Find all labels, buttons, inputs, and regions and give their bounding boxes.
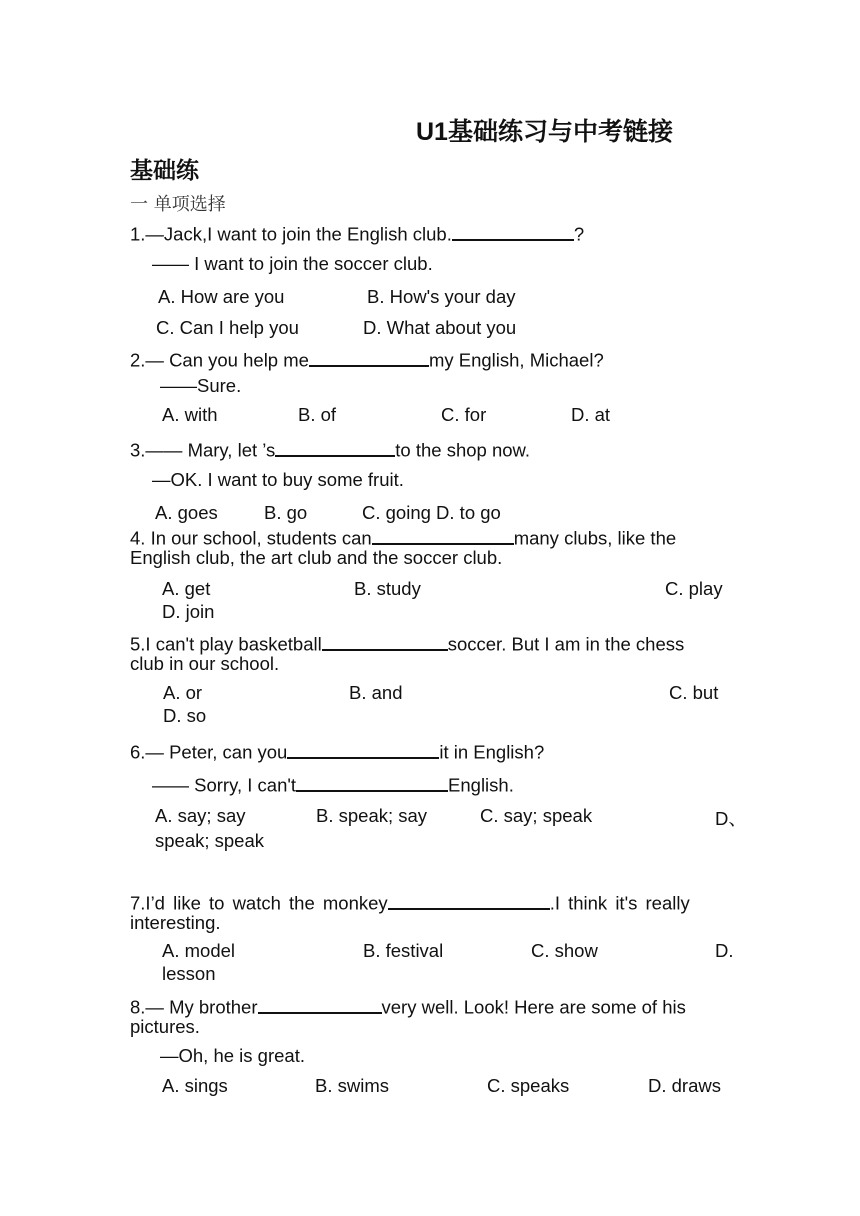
question-2-reply: ——Sure. bbox=[160, 375, 242, 396]
question-1 bbox=[130, 220, 584, 246]
subsection-heading: 一 单项选择 bbox=[130, 194, 226, 215]
answer-blank bbox=[452, 220, 574, 241]
question-8 bbox=[130, 993, 686, 1019]
option-b: B. of bbox=[298, 404, 337, 425]
option-c-d: C. going D. to go bbox=[362, 502, 501, 523]
question-5-line2: club in our school. bbox=[130, 653, 280, 674]
question-text: many clubs, like the bbox=[513, 527, 677, 549]
answer-blank bbox=[388, 889, 550, 910]
option-d: D. draws bbox=[648, 1075, 721, 1096]
question-text: 6.— Peter, can you bbox=[130, 741, 288, 763]
question-text: soccer. But I am in the chess bbox=[447, 633, 685, 655]
option-c: C. show bbox=[531, 940, 598, 961]
option-c: C. for bbox=[441, 404, 487, 425]
option-d: D. What about you bbox=[363, 317, 517, 338]
option-d: D. bbox=[715, 940, 734, 961]
answer-blank bbox=[372, 524, 514, 545]
question-8-line2: pictures. bbox=[130, 1016, 200, 1037]
option-d: D. join bbox=[162, 601, 215, 622]
option-b: B. and bbox=[349, 682, 403, 703]
option-b: B. go bbox=[264, 502, 308, 523]
reply-text: —— Sorry, I can't bbox=[152, 774, 297, 796]
page-title: U1基础练习与中考链接 bbox=[416, 118, 673, 146]
reply-text: English. bbox=[448, 774, 514, 796]
option-c: C. play bbox=[665, 578, 723, 599]
question-4 bbox=[130, 524, 676, 550]
question-6 bbox=[130, 738, 544, 764]
answer-blank bbox=[309, 346, 429, 367]
option-c: C. say; speak bbox=[480, 805, 593, 826]
option-a: A. with bbox=[162, 404, 218, 425]
option-d-text: speak; speak bbox=[155, 830, 265, 851]
question-6-reply bbox=[152, 771, 514, 797]
question-3-reply: —OK. I want to buy some fruit. bbox=[152, 469, 404, 490]
question-5 bbox=[130, 630, 684, 656]
question-text: .I think it's really bbox=[549, 892, 690, 914]
option-a: A. sings bbox=[162, 1075, 228, 1096]
question-text: 2.— Can you help me bbox=[130, 349, 309, 371]
option-a: A. get bbox=[162, 578, 211, 599]
option-d-text: lesson bbox=[162, 963, 216, 984]
question-text: ? bbox=[573, 223, 585, 245]
question-text: very well. Look! Here are some of his bbox=[381, 996, 686, 1018]
answer-blank bbox=[258, 993, 382, 1014]
option-a: A. How are you bbox=[158, 286, 285, 307]
question-text: 1.—Jack,I want to join the English club. bbox=[130, 223, 452, 245]
question-text: 7.I’d like to watch the monkey bbox=[130, 892, 388, 914]
question-text: it in English? bbox=[439, 741, 545, 763]
option-c: C. but bbox=[669, 682, 719, 703]
answer-blank bbox=[322, 630, 448, 651]
answer-blank bbox=[275, 436, 395, 457]
option-a: A. goes bbox=[155, 502, 218, 523]
question-3 bbox=[130, 436, 530, 462]
answer-blank bbox=[296, 771, 448, 792]
question-text: 4. In our school, students can bbox=[130, 527, 372, 549]
question-8-reply: —Oh, he is great. bbox=[160, 1045, 305, 1066]
option-b: B. study bbox=[354, 578, 421, 599]
question-7-line2: interesting. bbox=[130, 912, 221, 933]
section-heading: 基础练 bbox=[130, 157, 199, 183]
question-1-reply: —— I want to join the soccer club. bbox=[152, 253, 433, 274]
question-text: 3.—— Mary, let ’s bbox=[130, 439, 276, 461]
option-d: D、 bbox=[715, 808, 747, 829]
option-c: C. speaks bbox=[487, 1075, 570, 1096]
question-text: 5.I can't play basketball bbox=[130, 633, 322, 655]
question-text: to the shop now. bbox=[395, 439, 531, 461]
question-4-line2: English club, the art club and the soccer club. bbox=[130, 547, 503, 568]
option-b: B. festival bbox=[363, 940, 444, 961]
answer-blank bbox=[287, 738, 439, 759]
option-a: A. or bbox=[163, 682, 203, 703]
question-2 bbox=[130, 346, 604, 372]
option-b: B. swims bbox=[315, 1075, 389, 1096]
question-7 bbox=[130, 889, 690, 915]
question-text: 8.— My brother bbox=[130, 996, 258, 1018]
option-a: A. say; say bbox=[155, 805, 246, 826]
option-b: B. speak; say bbox=[316, 805, 428, 826]
option-d: D. so bbox=[163, 705, 207, 726]
option-d: D. at bbox=[571, 404, 611, 425]
option-a: A. model bbox=[162, 940, 236, 961]
option-c: C. Can I help you bbox=[156, 317, 299, 338]
question-text: my English, Michael? bbox=[428, 349, 604, 371]
option-b: B. How's your day bbox=[367, 286, 516, 307]
